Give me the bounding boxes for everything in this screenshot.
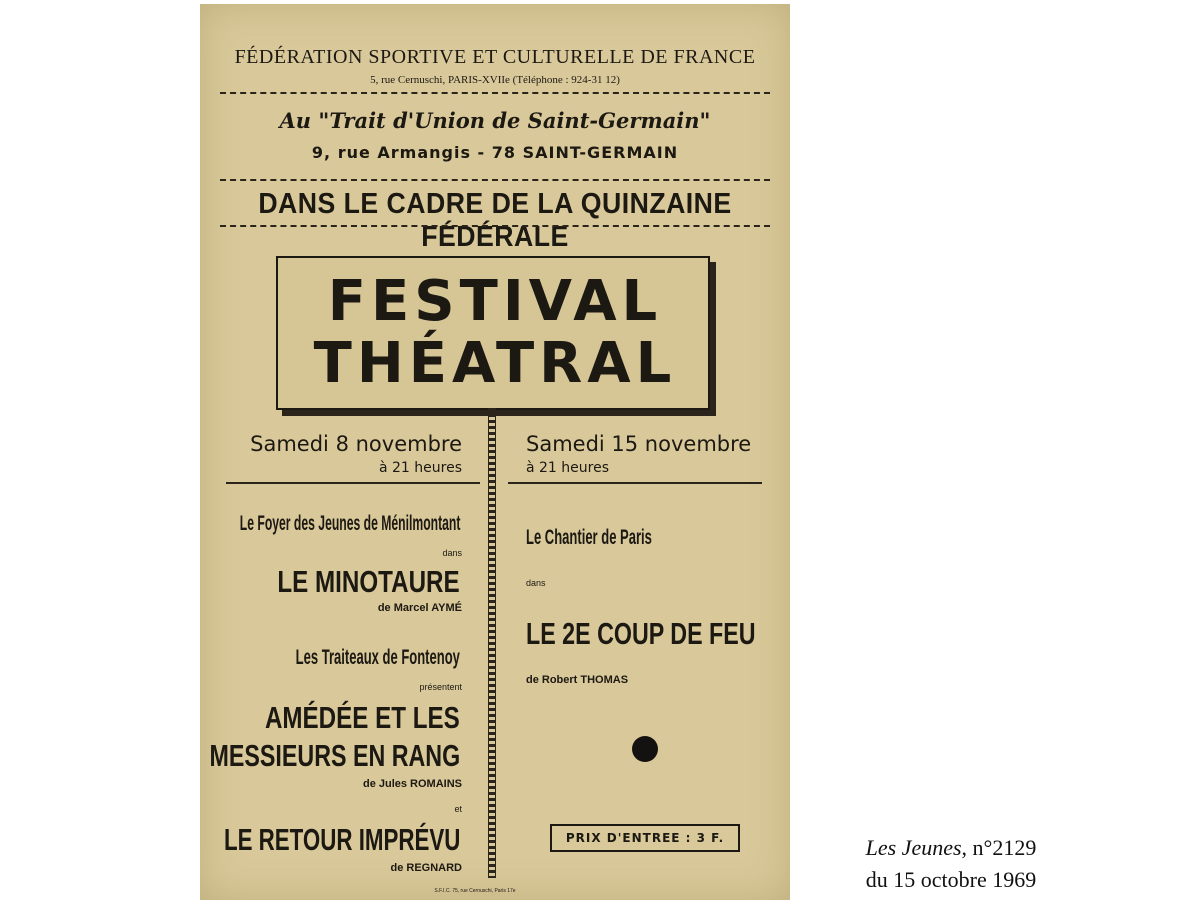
right-underline <box>508 482 762 484</box>
festival-poster <box>200 4 790 900</box>
federation-name: FÉDÉRATION SPORTIVE ET CULTURELLE DE FRANCE <box>234 46 756 68</box>
journal-issue: , n°2129 <box>961 835 1037 860</box>
entry-price: PRIX D'ENTREE : 3 F. <box>550 824 740 852</box>
black-dot <box>632 736 658 762</box>
play-le-minotaure: LE MINOTAURE <box>277 564 460 599</box>
right-dans: dans <box>526 578 546 588</box>
author-robert-thomas: de Robert THOMAS <box>526 674 629 686</box>
play-le-retour-imprevu: LE RETOUR IMPRÉVU <box>223 822 460 857</box>
left-dans: dans <box>442 548 462 558</box>
left-hour: à 21 heures <box>378 460 462 476</box>
venue-street: 9, rue Armangis - 78 SAINT-GERMAIN <box>311 143 679 162</box>
author-jules-romains: de Jules ROMAINS <box>362 778 462 790</box>
left-et: et <box>454 804 462 814</box>
right-hour: à 21 heures <box>526 460 610 476</box>
festival-title-box <box>276 256 710 410</box>
dashed-divider <box>220 179 770 181</box>
left-underline <box>226 482 480 484</box>
caption-date: du 15 octobre 1969 <box>865 867 1037 892</box>
festival-title-line1: FESTIVAL <box>327 269 663 334</box>
author-marcel-ayme: de Marcel AYMÉ <box>377 602 462 614</box>
venue-name: Au "Trait d'Union de Saint-Germain" <box>279 108 711 133</box>
left-date: Samedi 8 novembre <box>250 432 462 456</box>
federation-address: 5, rue Cernuschi, PARIS-XVIIe (Téléphone : 924-31 12) <box>370 74 620 86</box>
source-caption <box>826 832 1076 896</box>
play-le-2e-coup-de-feu: LE 2E COUP DE FEU <box>526 616 756 651</box>
left-troupe-1: Le Foyer des Jeunes de Ménilmontant <box>239 512 460 535</box>
frame-heading: DANS LE CADRE DE LA QUINZAINE FÉDÉRALE <box>258 188 732 253</box>
play-amedee-line1: AMÉDÉE ET LES <box>265 700 460 735</box>
printer-credit: S.F.I.C. 75, rue Cernuschi, Paris 17e <box>434 888 516 894</box>
left-troupe-2: Les Traiteaux de Fontenoy <box>295 646 460 669</box>
dashed-divider <box>220 92 770 94</box>
left-presentent: présentent <box>419 682 462 692</box>
chain-divider <box>488 408 496 878</box>
right-date: Samedi 15 novembre <box>526 432 752 456</box>
dashed-divider <box>220 225 770 227</box>
caption-line1 <box>826 832 1076 864</box>
journal-name: Les Jeunes <box>865 835 962 860</box>
play-amedee-line2: MESSIEURS EN RANG <box>209 738 460 773</box>
right-troupe: Le Chantier de Paris <box>526 526 652 549</box>
author-regnard: de REGNARD <box>390 862 462 874</box>
festival-title-line2: THÉATRAL <box>313 331 677 396</box>
